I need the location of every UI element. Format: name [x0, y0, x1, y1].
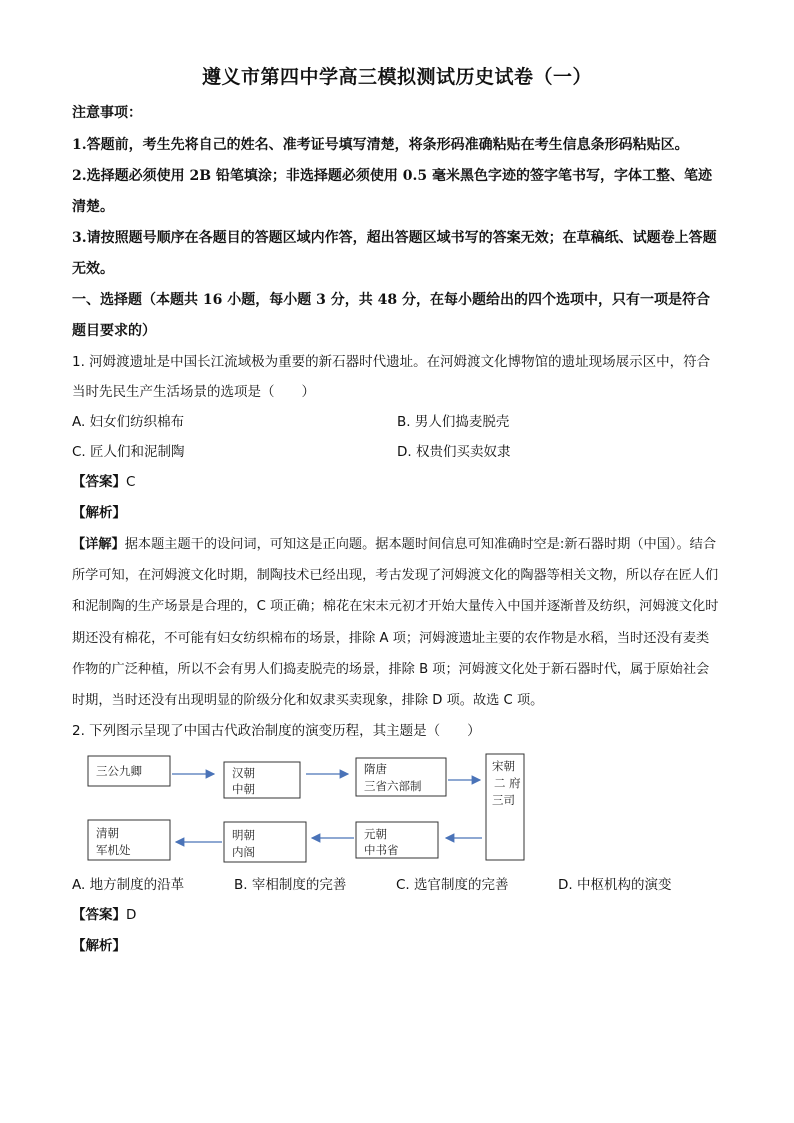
box-song-line1: 宋朝 [492, 759, 515, 774]
notice-item-1: 1.答题前，考生先将自己的姓名、准考证号填写清楚，将条形码准确粘贴在考生信息条形码粘贴区。 [72, 137, 689, 153]
notice-item-2: 2.选择题必须使用 2B 铅笔填涂；非选择题必须使用 0.5 毫米黑色字迹的签字笔书写，字体工整、笔迹清楚。 [72, 168, 713, 215]
q1-options-row-1 [72, 407, 722, 437]
q2-analysis-tag: 【解析】 [72, 938, 126, 955]
box-sangong-text: 三公九卿 [96, 764, 142, 779]
q2-stem: 2. 下列图示呈现了中国古代政治制度的演变历程，其主题是（ ） [72, 723, 481, 740]
box-han-line2: 中朝 [232, 782, 255, 797]
q1-option-b: B. 男人们捣麦脱壳 [397, 414, 510, 430]
q1-option-a: A. 妇女们纺织棉布 [72, 414, 185, 430]
q1-detail-tag: 【详解】 [72, 537, 125, 552]
q2-option-b: B. 宰相制度的完善 [234, 877, 347, 894]
box-song-line2: 二 府 [494, 776, 521, 791]
box-qing-line2: 军机处 [96, 843, 131, 858]
q1-answer-tag: 【答案】 [72, 474, 126, 490]
q2-option-d: D. 中枢机构的演变 [558, 877, 672, 894]
box-qing-line1: 清朝 [96, 826, 119, 841]
q1-stem: 1. 河姆渡遗址是中国长江流域极为重要的新石器时代遗址。在河姆渡文化博物馆的遗址现场展示区中，符合当时先民生产生活场景的选项是（ ） [72, 354, 711, 400]
q1-options-row-2 [72, 437, 722, 467]
box-yuan-line2: 中书省 [364, 843, 399, 858]
box-ming-line1: 明朝 [232, 828, 255, 843]
q1-option-d: D. 权贵们买卖奴隶 [397, 444, 511, 460]
q2-option-a: A. 地方制度的沿革 [72, 877, 185, 894]
box-suitang-line2: 三省六部制 [364, 779, 422, 794]
section-heading: 一、选择题（本题共 16 小题，每小题 3 分，共 48 分，在每小题给出的四个选项中，只有一项是符合题目要求的） [72, 292, 710, 339]
page-title: 遵义市第四中学高三模拟测试历史试卷（一） [201, 66, 592, 88]
exam-page [72, 64, 722, 962]
notice-item-3: 3.请按照题号顺序在各题目的答题区域内作答，超出答题区域书写的答案无效；在草稿纸、试题卷上答题无效。 [72, 230, 717, 277]
q2-answer [72, 900, 722, 931]
q1-option-c: C. 匠人们和泥制陶 [72, 444, 185, 460]
q2-answer-value: D [126, 907, 137, 924]
notice-heading: 注意事项： [72, 105, 142, 121]
q1-analysis-tag: 【解析】 [72, 505, 126, 521]
q2-option-c: C. 选官制度的完善 [396, 877, 509, 894]
q2-options-row [72, 870, 722, 900]
box-han-line1: 汉朝 [232, 766, 255, 781]
q1-answer [72, 467, 722, 498]
box-song-line3: 三司 [492, 793, 515, 808]
q1-answer-value: C [126, 474, 136, 490]
q2-flow-diagram [86, 752, 722, 864]
box-yuan-line1: 元朝 [364, 827, 387, 842]
q1-detail [72, 529, 722, 716]
box-ming-line2: 内阁 [232, 845, 255, 860]
q1-detail-text: 据本题主题干的设问词，可知这是正向题。据本题时间信息可知准确时空是:新石器时期（中国）。结合所学可知，在河姆渡文化时期，制陶技术已经出现，考古发现了河姆渡文化的陶器等相关文物，所以存在匠人们和泥制陶的生产场景是合理的，C 项正确；棉花在宋末元初才开始大量传入中国并逐渐普及纺织，河姆渡文化时期还没有棉花，不可能有妇女纺织棉布的场景，排除 A 项；河姆渡遗址主要的农作物是水稻，当时还没有麦类作物的广泛种植，所以不会有男人们捣麦脱壳的场景，排除 B 项；河姆渡文化处于新石器时代，属于原始社会时期，当时还没有出现明显的阶级分化和奴隶买卖现象，排除 D 项。故选 C 项。 [72, 537, 719, 709]
q2-answer-tag: 【答案】 [72, 907, 126, 924]
box-suitang-line1: 隋唐 [364, 762, 387, 777]
q2-flow-svg [86, 752, 526, 864]
